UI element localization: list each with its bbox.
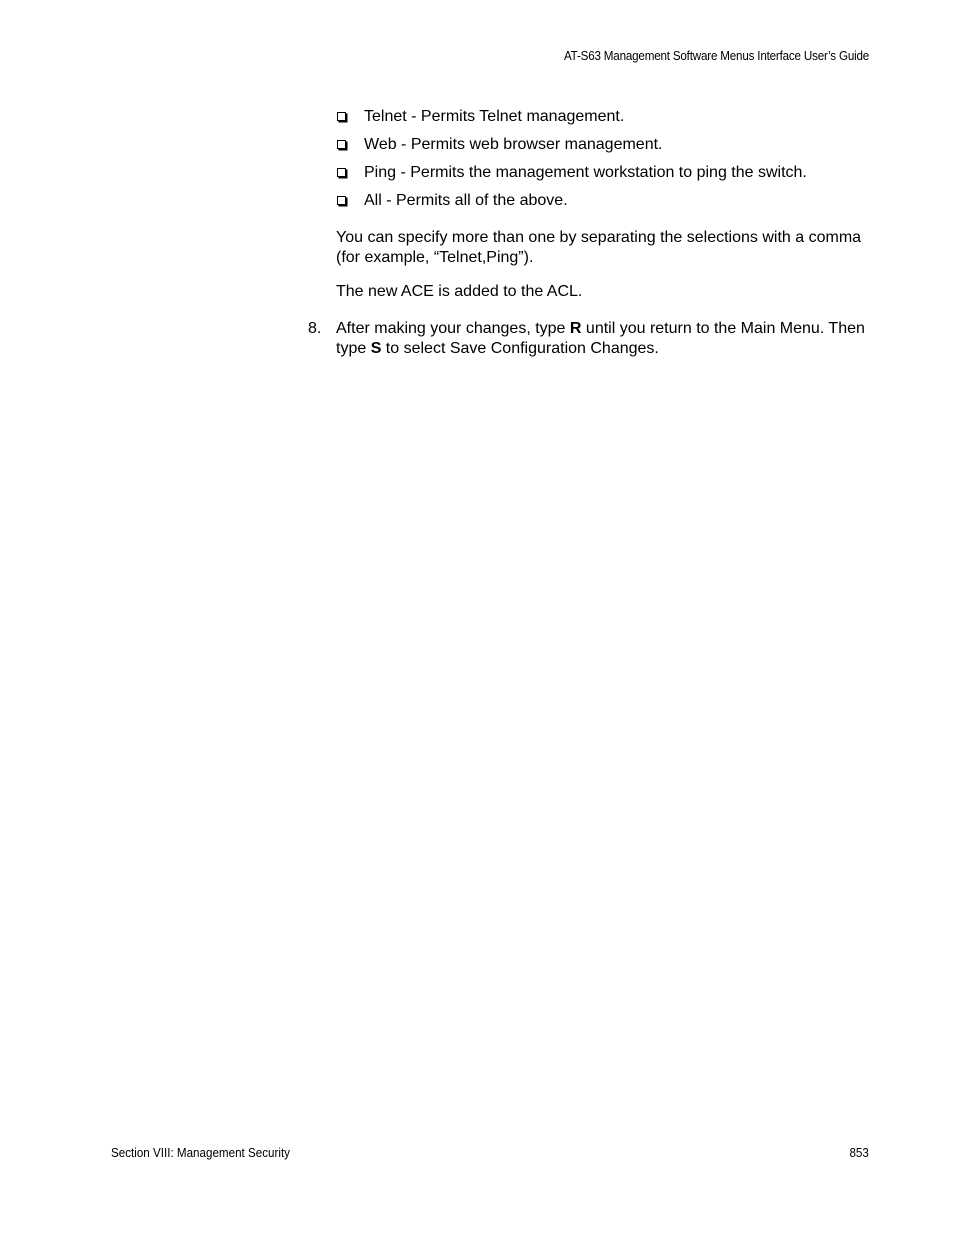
step-text-part: After making your changes, type — [336, 320, 570, 337]
step-8 — [308, 319, 878, 359]
checkbox-bullet-icon — [337, 168, 346, 177]
list-item-text: All - Permits all of the above. — [364, 192, 568, 209]
list-item — [336, 135, 878, 155]
save-key: S — [370, 340, 382, 357]
ace-added-paragraph: The new ACE is added to the ACL. — [336, 283, 583, 300]
multi-select-paragraph: You can specify more than one by separating the selections with a comma (for example, “Telnet,Ping”). — [336, 229, 862, 266]
checkbox-bullet-icon — [337, 112, 346, 121]
checkbox-bullet-icon — [337, 196, 346, 205]
step-text-part: until you return to the Main Menu. Then type — [336, 320, 865, 357]
list-item-text: Web - Permits web browser management. — [364, 136, 663, 153]
page-number: 853 — [849, 1146, 869, 1160]
checkbox-bullet-icon — [337, 140, 346, 149]
list-item — [336, 191, 878, 211]
footer-section-title: Section VIII: Management Security — [111, 1146, 290, 1160]
list-item — [336, 107, 878, 127]
list-item-text: Telnet - Permits Telnet management. — [364, 108, 625, 125]
page-content — [308, 107, 878, 359]
step-number: 8. — [308, 320, 322, 337]
access-options-list — [336, 107, 878, 211]
running-header: AT-S63 Management Software Menus Interface User’s Guide — [563, 49, 869, 63]
list-item — [336, 163, 878, 183]
step-text-part: to select Save Configuration Changes. — [381, 340, 659, 357]
return-key: R — [569, 320, 582, 337]
step-text — [336, 320, 865, 357]
list-item-text: Ping - Permits the management workstation to ping the switch. — [364, 164, 807, 181]
